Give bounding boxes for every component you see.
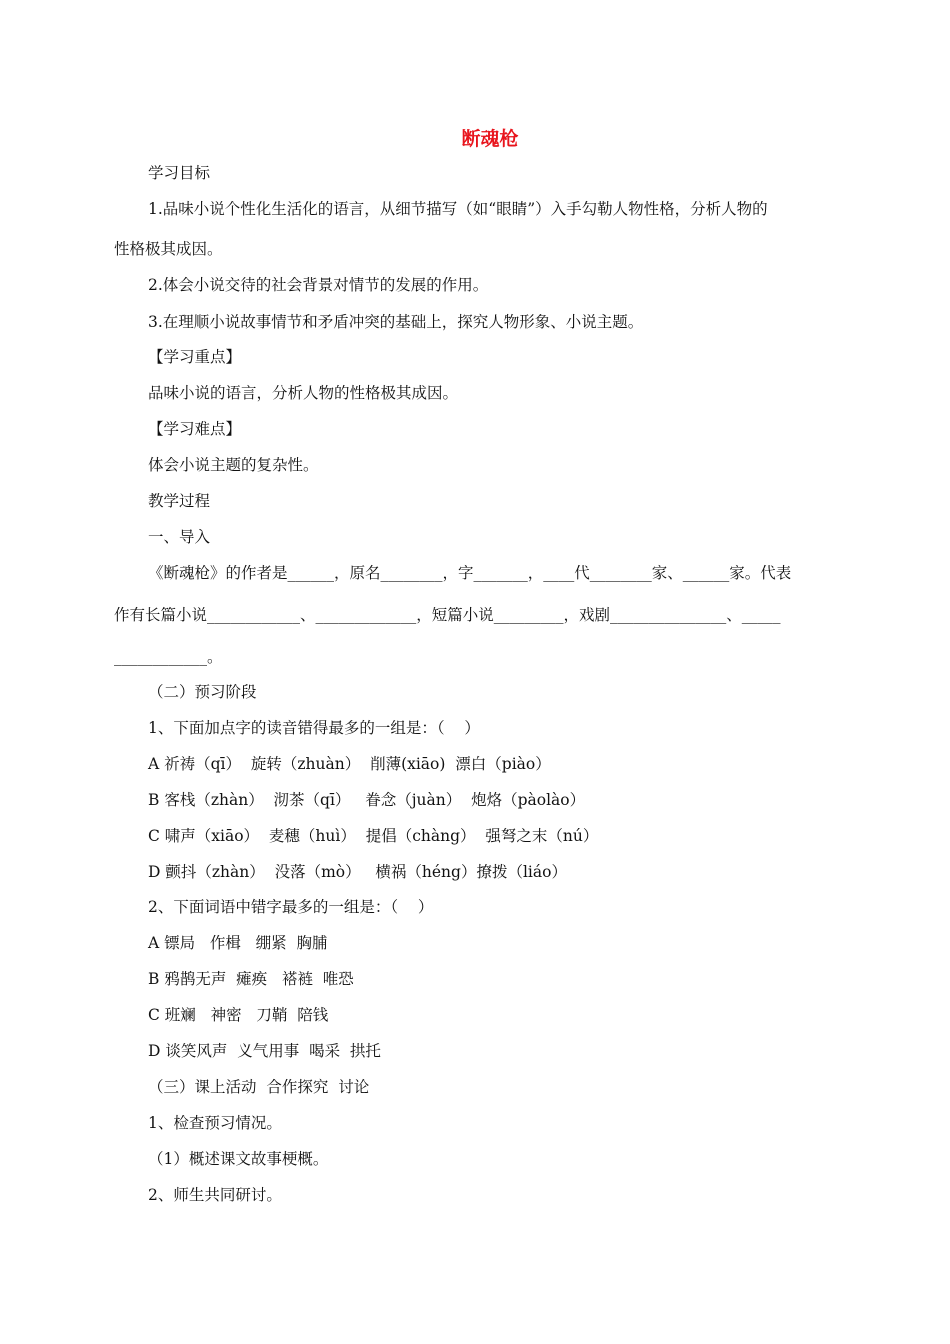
- question-2: 2、下面词语中错字最多的一组是：（ ）: [148, 898, 434, 916]
- intro-fill-blank-end: ____________。: [114, 648, 223, 666]
- objective-2: 2.体会小说交待的社会背景对情节的发展的作用。: [148, 276, 489, 294]
- activity-1: 1、检查预习情况。: [148, 1114, 282, 1132]
- question-1-option-c: C 啸声（xiāo） 麦穗（huì） 提倡（chàng） 强弩之末（nú）: [148, 827, 599, 845]
- section-preview: （二）预习阶段: [148, 683, 257, 701]
- question-2-option-c: C 班斓 神密 刀鞘 陪钱: [148, 1006, 329, 1024]
- intro-fill-blank-cont: 作有长篇小说____________、_____________，短篇小说_________，戏剧_______________、_____: [114, 606, 781, 624]
- key-points-text: 品味小说的语言，分析人物的性格极其成因。: [148, 384, 459, 402]
- difficulties-text: 体会小说主题的复杂性。: [148, 456, 319, 474]
- objective-1-cont: 性格极其成因。: [114, 240, 223, 258]
- question-2-option-d: D 谈笑风声 义气用事 喝采 拱托: [148, 1042, 381, 1060]
- section-class-activity: （三）课上活动 合作探究 讨论: [148, 1078, 370, 1096]
- question-1: 1、下面加点字的读音错得最多的一组是：（ ）: [148, 719, 480, 737]
- question-1-option-a: A 祈祷（qī） 旋转（zhuàn） 削薄(xiāo) 漂白（piào）: [148, 755, 551, 773]
- page-title: 断魂枪: [461, 128, 519, 150]
- question-1-option-d: D 颤抖（zhàn） 没落（mò） 横祸（héng）撩拨（liáo）: [148, 863, 567, 881]
- objective-3: 3.在理顺小说故事情节和矛盾冲突的基础上，探究人物形象、小说主题。: [148, 313, 644, 331]
- section-intro: 一、导入: [148, 528, 211, 546]
- question-2-option-a: A 镖局 作楫 绷紧 胸脯: [148, 934, 328, 952]
- question-2-option-b: B 鸦鹊无声 瘫痪 褡裢 唯恐: [148, 970, 354, 988]
- heading-difficulties: 【学习难点】: [148, 420, 242, 438]
- heading-process: 教学过程: [148, 492, 211, 510]
- intro-fill-blank: 《断魂枪》的作者是______，原名________，字_______，____代________家、______家。代表: [148, 564, 792, 582]
- section-heading-objectives: 学习目标: [148, 164, 211, 182]
- heading-key-points: 【学习重点】: [148, 348, 242, 366]
- activity-1-sub: （1）概述课文故事梗概。: [148, 1150, 329, 1168]
- question-1-option-b: B 客栈（zhàn） 沏茶（qī） 眷念（juàn） 炮烙（pàolào）: [148, 791, 586, 809]
- activity-2: 2、师生共同研讨。: [148, 1186, 282, 1204]
- objective-1: 1.品味小说个性化生活化的语言，从细节描写（如“眼睛”）入手勾勒人物性格，分析人物的: [148, 200, 768, 218]
